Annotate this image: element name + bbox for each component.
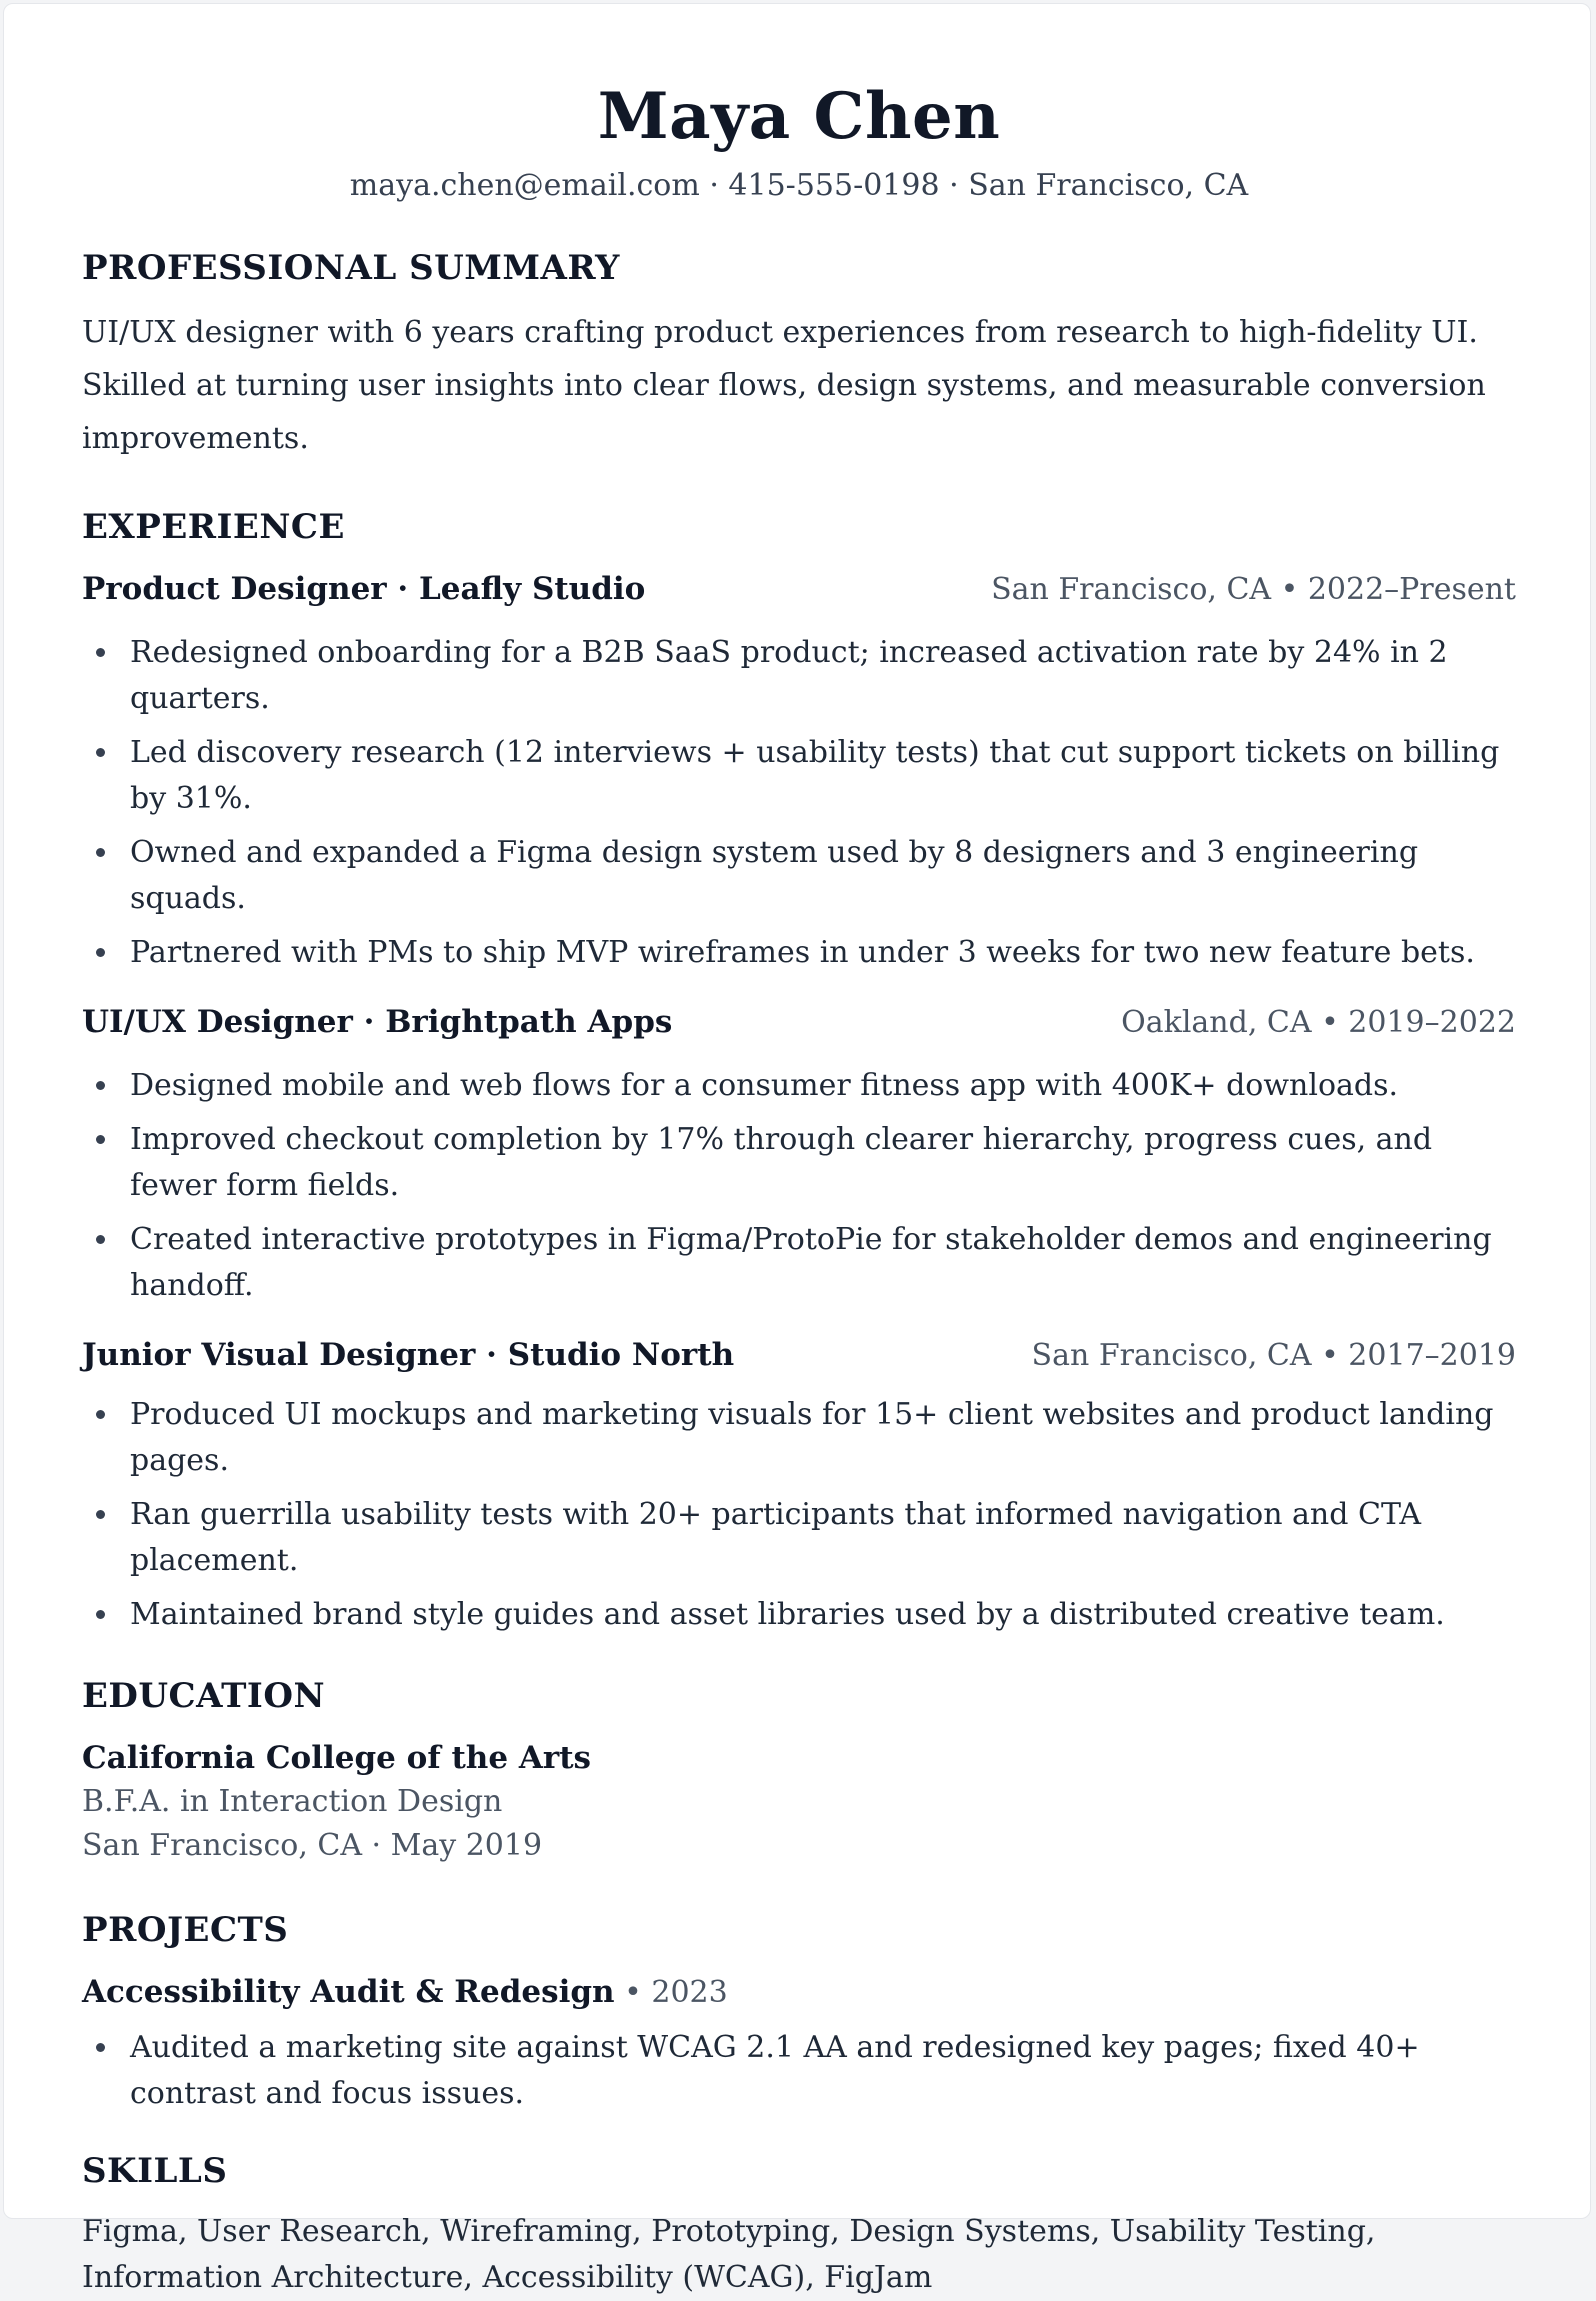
list-item (82, 630, 1516, 722)
project-bullets (82, 2025, 1516, 2117)
job-bullets (82, 630, 1516, 976)
bullet-icon (96, 1235, 105, 1244)
contact-location: San Francisco, CA (968, 168, 1249, 203)
resume-page (3, 3, 1591, 2295)
project-header (82, 1970, 1516, 2015)
list-item (82, 1063, 1516, 1109)
education-school: California College of the Arts (82, 1740, 592, 1776)
bullet-text: Owned and expanded a Figma design system used by 8 designers and 3 engineering squads. (130, 835, 1419, 916)
contact-separator: · (939, 168, 969, 203)
project-year: • 2023 (614, 1975, 728, 2010)
skills-text: Figma, User Research, Wireframing, Prototyping, Design Systems, Usability Testing, Information Architecture, Accessibility (WCAG), FigJam (82, 2214, 1376, 2295)
bullet-icon (96, 648, 105, 657)
summary-text: UI/UX designer with 6 years crafting product experiences from research to high-fidelity UI. Skilled at turning user insights into clear flows, design systems, and measurable conversion improvements. (82, 315, 1486, 456)
list-item (82, 930, 1516, 976)
job-title: UI/UX Designer · Brightpath Apps (82, 1004, 673, 1040)
job-title: Junior Visual Designer · Studio North (82, 1337, 735, 1373)
contact-phone: 415-555-0198 (728, 168, 940, 203)
job-entry (82, 1333, 1516, 1638)
bullet-text: Maintained brand style guides and asset libraries used by a distributed creative team. (130, 1597, 1445, 1632)
job-bullets (82, 1063, 1516, 1309)
contact-separator: · (699, 168, 729, 203)
section-title-skills: SKILLS (82, 2151, 228, 2191)
job-title: Product Designer · Leafly Studio (82, 571, 646, 607)
list-item (82, 730, 1516, 822)
list-item (82, 1492, 1516, 1584)
bullet-text: Designed mobile and web flows for a consumer fitness app with 400K+ downloads. (130, 1068, 1399, 1103)
job-header (82, 1000, 1516, 1045)
list-item (82, 1117, 1516, 1209)
bullet-icon (96, 1410, 105, 1419)
bullet-text: Led discovery research (12 interviews + usability tests) that cut support tickets on billing by 31%. (130, 735, 1500, 816)
projects-section (82, 1908, 1516, 2117)
job-meta: Oakland, CA • 2019–2022 (1121, 1005, 1516, 1040)
bullet-icon (96, 2043, 105, 2052)
bullet-icon (96, 1081, 105, 1090)
section-title-experience: EXPERIENCE (82, 507, 345, 547)
candidate-name: Maya Chen (597, 79, 1001, 154)
bullet-text: Partnered with PMs to ship MVP wireframes in under 3 weeks for two new feature bets. (130, 935, 1475, 970)
list-item (82, 1217, 1516, 1309)
bullet-text: Audited a marketing site against WCAG 2.1 AA and redesigned key pages; fixed 40+ contrast and focus issues. (130, 2030, 1420, 2111)
bullet-icon (96, 848, 105, 857)
bullet-icon (96, 1510, 105, 1519)
contact-email: maya.chen@email.com (349, 168, 700, 203)
list-item (82, 1392, 1516, 1484)
bullet-text: Created interactive prototypes in Figma/ProtoPie for stakeholder demos and engineering handoff. (130, 1222, 1492, 1303)
bullet-icon (96, 748, 105, 757)
list-item (82, 1592, 1516, 1638)
section-title-projects: PROJECTS (82, 1910, 289, 1950)
list-item (82, 830, 1516, 922)
bullet-icon (96, 948, 105, 957)
job-meta: San Francisco, CA • 2022–Present (991, 572, 1516, 607)
job-header (82, 1333, 1516, 1378)
education-section (82, 1674, 1516, 1868)
section-title-summary: PROFESSIONAL SUMMARY (82, 248, 620, 288)
contact-line (82, 166, 1516, 206)
project-title: Accessibility Audit & Redesign (82, 1974, 615, 2010)
bullet-icon (96, 1610, 105, 1619)
bullet-icon (96, 1135, 105, 1144)
summary-section (82, 246, 1516, 465)
list-item (82, 2025, 1516, 2117)
skills-section (82, 2149, 1516, 2301)
resume-content (82, 76, 1516, 2301)
experience-section (82, 505, 1516, 1638)
bullet-text: Improved checkout completion by 17% through clearer hierarchy, progress cues, and fewer form fields. (130, 1122, 1433, 1203)
job-entry (82, 1000, 1516, 1309)
education-degree: B.F.A. in Interaction Design (82, 1784, 503, 1819)
section-title-education: EDUCATION (82, 1676, 326, 1716)
bullet-text: Ran guerrilla usability tests with 20+ participants that informed navigation and CTA placement. (130, 1497, 1421, 1578)
education-location-date: San Francisco, CA · May 2019 (82, 1828, 543, 1863)
job-meta: San Francisco, CA • 2017–2019 (1031, 1338, 1516, 1373)
job-header (82, 567, 1516, 612)
bullet-text: Produced UI mockups and marketing visuals for 15+ client websites and product landing pages. (130, 1397, 1494, 1478)
job-bullets (82, 1392, 1516, 1638)
bullet-text: Redesigned onboarding for a B2B SaaS product; increased activation rate by 24% in 2 quarters. (130, 635, 1448, 716)
job-entry (82, 567, 1516, 976)
